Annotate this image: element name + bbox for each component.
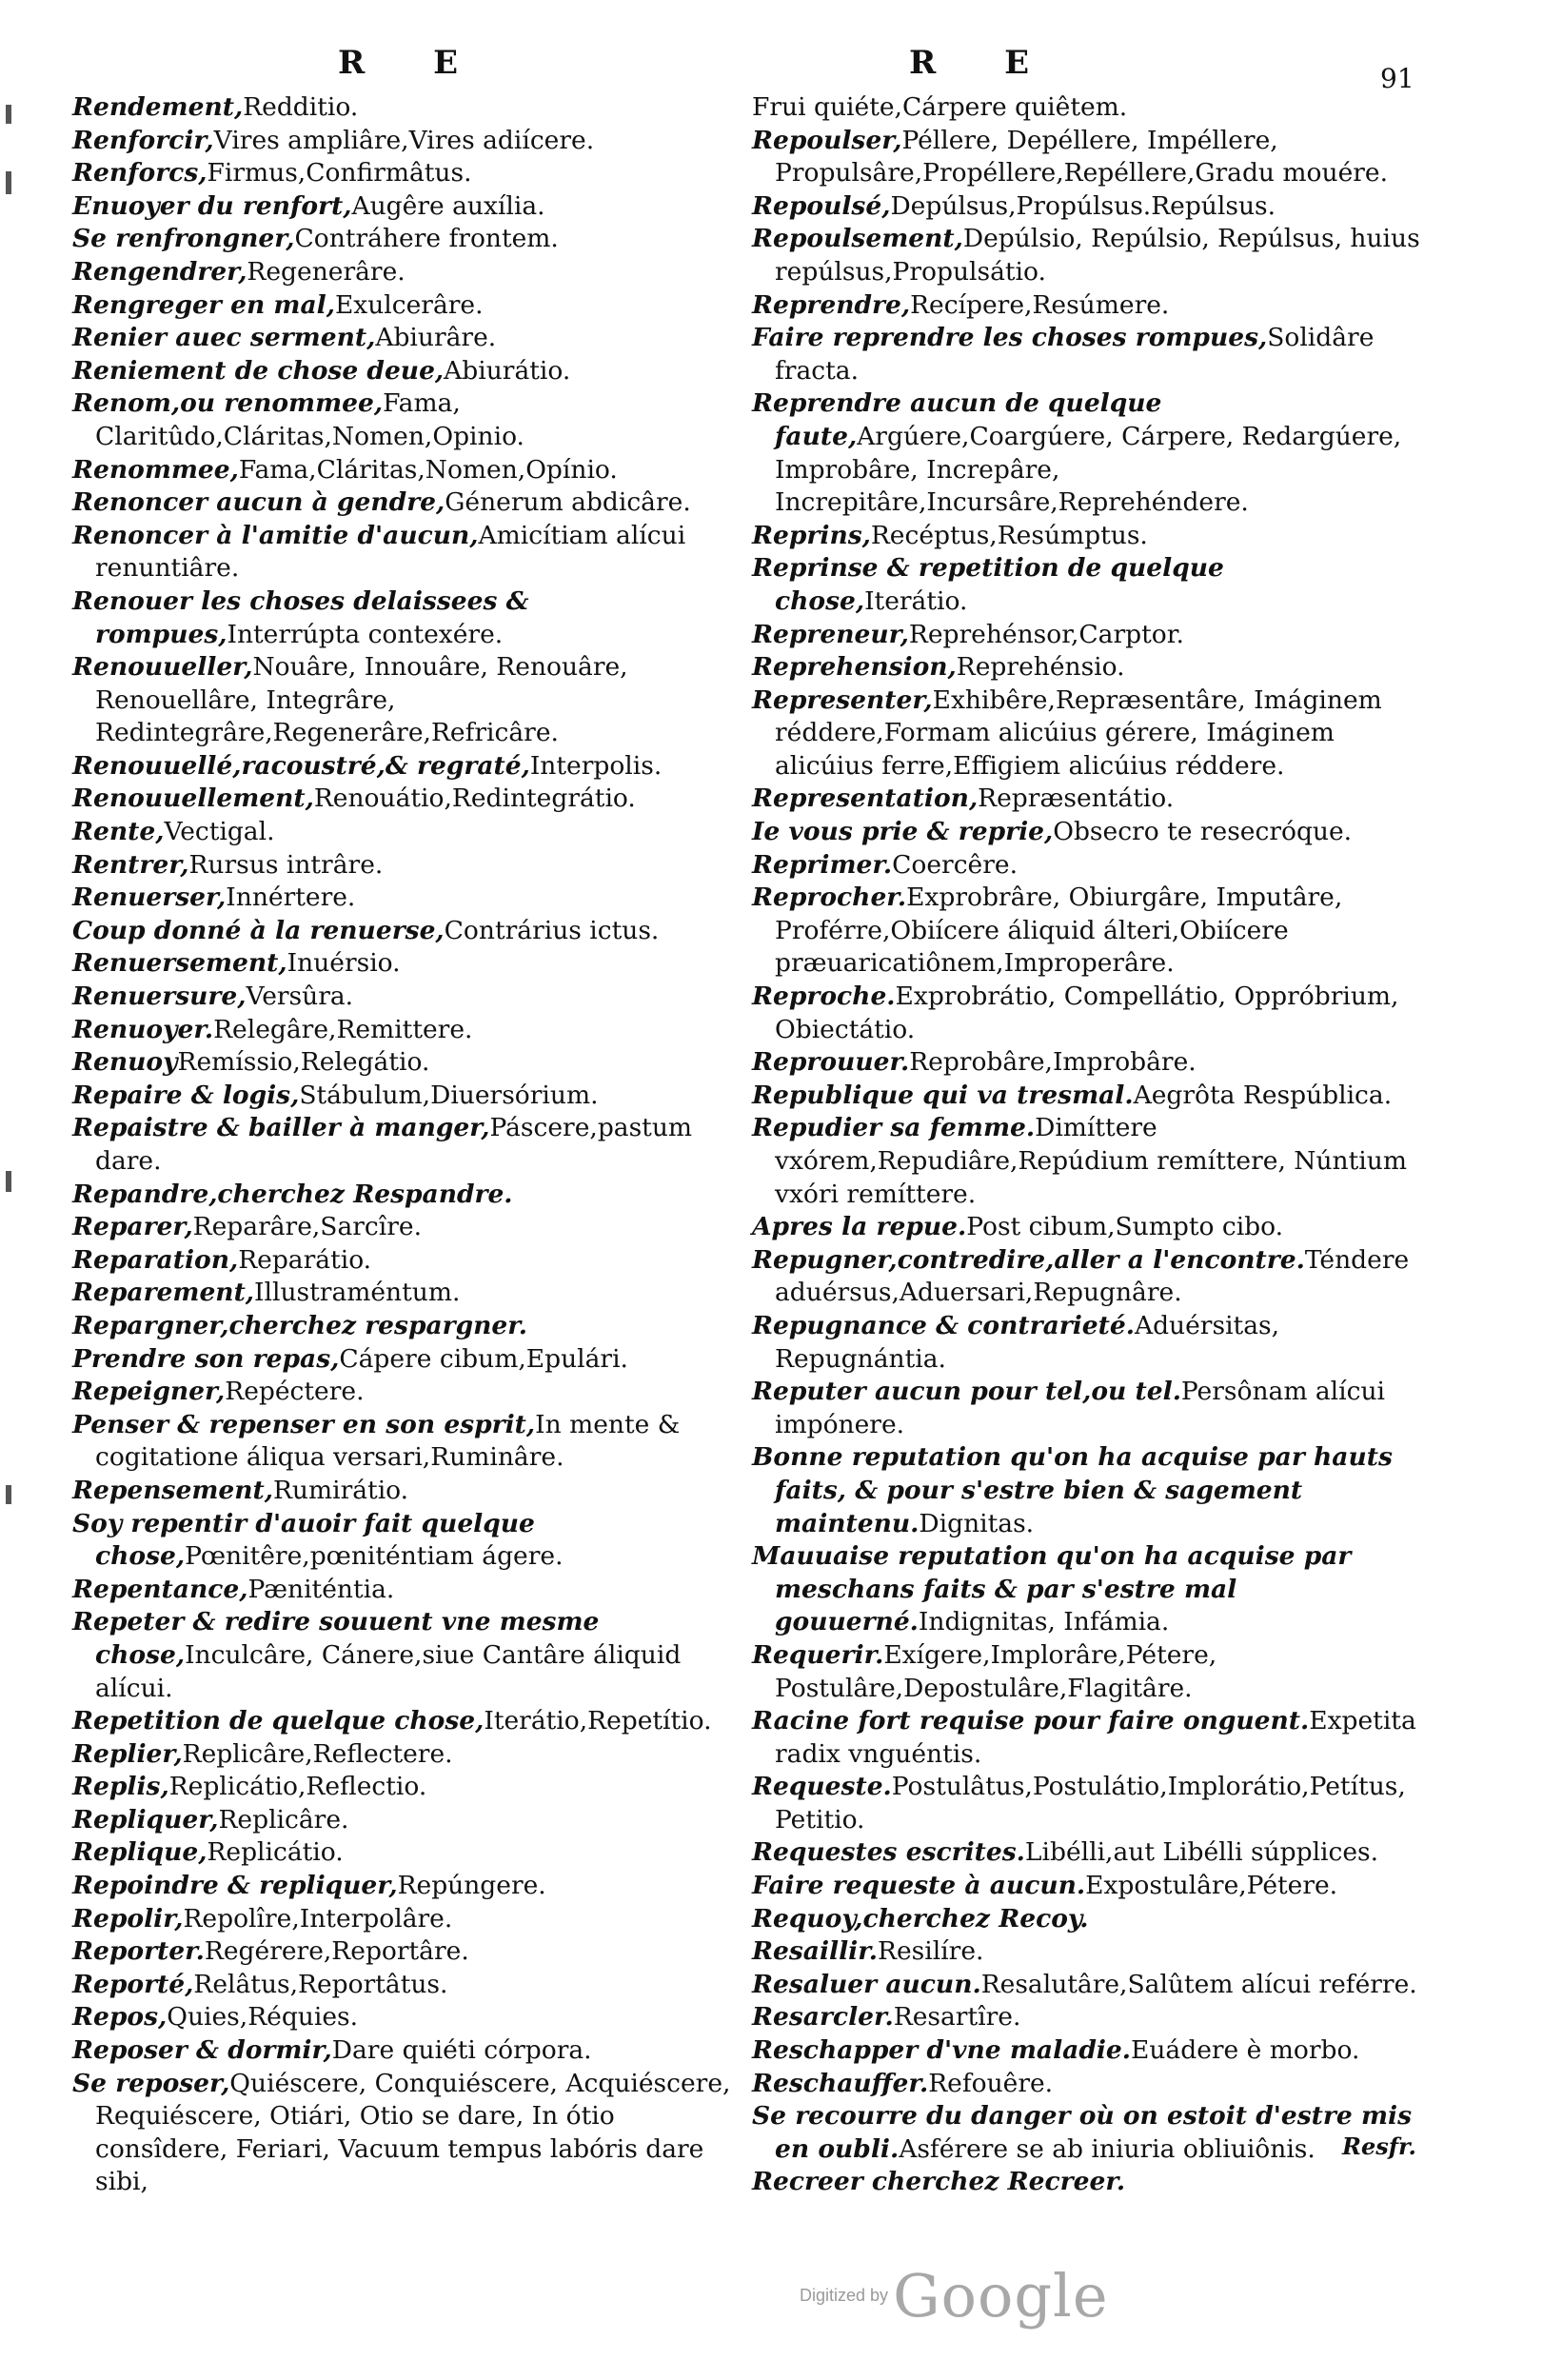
entry-definition: Aegrôta Respública. <box>1133 1080 1393 1110</box>
watermark-prefix: Digitized by <box>800 2286 889 2305</box>
dictionary-entry <box>752 520 1424 553</box>
dictionary-entry <box>72 2034 739 2068</box>
dictionary-entry <box>752 1080 1424 1113</box>
entry-definition: Exhibêre,Repræsentâre, Imáginem réddere,Formam alicúius gérere, Imáginem alicúius ferre,Effigiem alicúius réddere. <box>775 684 1382 781</box>
entry-definition: Replicátio,Reflectio. <box>168 1772 427 1802</box>
entry-headword: Reprocher. <box>752 883 907 913</box>
entry-headword: Soy repentir d'auoir fait quelque chose, <box>72 1508 535 1572</box>
entry-headword: Renouer les choses delaissees & rompues, <box>72 585 529 649</box>
dictionary-entry <box>752 1540 1424 1639</box>
entry-headword: Renuerser, <box>72 883 227 913</box>
entry-headword: Renommee, <box>72 454 239 485</box>
margin-mark <box>6 171 11 194</box>
entry-headword: Reprendre, <box>752 289 911 320</box>
catchword: Resfr. <box>1342 2132 1416 2160</box>
dictionary-entry <box>752 1969 1424 2002</box>
entry-headword: Repaire & logis, <box>72 1080 300 1110</box>
entry-headword: Repliquer, <box>72 1804 219 1835</box>
entry-definition: Solidâre fracta. <box>775 323 1375 386</box>
entry-headword: Rente, <box>72 817 165 847</box>
dictionary-entry <box>752 619 1424 652</box>
entry-headword: Renuersement, <box>72 948 287 979</box>
google-logo: Google <box>893 2261 1109 2330</box>
entry-headword: Renforcs, <box>72 158 208 188</box>
entry-definition: Argúere,Coargúere, Cárpere, Redargúere, Improbâre, Increpâre, Increpitâre,Incursâre,Reprehéndere. <box>775 421 1402 518</box>
dictionary-entry <box>72 1343 739 1377</box>
entry-definition: Refouêre. <box>928 2068 1054 2098</box>
dictionary-entry <box>72 783 739 816</box>
dictionary-entry <box>72 387 739 453</box>
entry-definition: Augêre auxília. <box>351 190 545 221</box>
entry-definition: Stábulum,Diuersórium. <box>299 1080 599 1110</box>
entry-definition: Relegâre,Remittere. <box>213 1014 473 1044</box>
entry-headword: Requoy,cherchez Recoy. <box>752 1903 1089 1934</box>
entry-headword: Renuoyer. <box>72 1014 214 1044</box>
entry-definition: Asférere se ab iniuria obliuiônis. <box>899 2133 1316 2164</box>
entry-headword: Repetition de quelque chose, <box>72 1706 485 1736</box>
entry-headword: Repos, <box>72 2002 168 2033</box>
dictionary-entry <box>752 91 1424 125</box>
entry-definition: Renouátio,Redintegrátio. <box>313 783 636 814</box>
entry-definition: Depúlsio, Repúlsio, Repúlsus, huius repúlsus,Propulsátio. <box>775 224 1420 287</box>
dictionary-entry <box>72 915 739 948</box>
dictionary-entry <box>72 1014 739 1047</box>
dictionary-entry <box>752 223 1424 288</box>
dictionary-entry <box>72 849 739 883</box>
dictionary-entry <box>72 1244 739 1278</box>
entry-headword: Rendement, <box>72 92 244 122</box>
dictionary-entry <box>72 1804 739 1837</box>
dictionary-entry <box>72 157 739 190</box>
entry-headword: Rengreger en mal, <box>72 289 335 320</box>
dictionary-entry <box>72 1836 739 1870</box>
entry-headword: Repoulser, <box>752 125 902 155</box>
entry-definition: Replicâre. <box>218 1804 349 1835</box>
entry-definition: In mente & cogitatione áliqua versari,Ruminâre. <box>95 1409 681 1473</box>
entry-headword: Resarcler. <box>752 2002 894 2033</box>
dictionary-entry <box>72 1935 739 1969</box>
dictionary-entry <box>72 289 739 323</box>
entry-headword: Mauuaise reputation qu'on ha acquise par meschans faits & par s'estre mal gouuerné. <box>752 1541 1352 1637</box>
entry-definition: Dignitas. <box>919 1508 1035 1538</box>
entry-definition: Vires ampliâre,Vires adiícere. <box>213 125 595 155</box>
entry-definition: Exprobrâre, Obiurgâre, Imputâre, Proférre,Obiícere áliquid álteri,Obiícere præuaricatiônem,Improperâre. <box>775 883 1343 979</box>
entry-definition: Reparâre,Sarcîre. <box>192 1212 423 1242</box>
entry-definition: Dimíttere vxórem,Repudiâre,Repúdium remíttere, Núntium vxóri remíttere. <box>775 1113 1407 1209</box>
dictionary-entry <box>72 125 739 158</box>
entry-definition: Relâtus,Reportâtus. <box>193 1969 448 1999</box>
entry-definition: Exprobrátio, Compellátio, Oppróbrium, Obiectátio. <box>775 982 1399 1044</box>
dictionary-entry <box>752 1441 1424 1540</box>
entry-headword: Penser & repenser en son esprit, <box>72 1409 536 1439</box>
dictionary-entry <box>72 1508 739 1574</box>
entry-headword: Se reposer, <box>72 2068 230 2098</box>
entry-headword: Repugner,contredire,aller a l'encontre. <box>752 1244 1305 1275</box>
entry-headword: Faire requeste à aucun. <box>752 1871 1086 1901</box>
dictionary-entry <box>72 1475 739 1508</box>
entry-definition: Inuérsio. <box>287 948 401 979</box>
entry-definition: Páscere,pastum dare. <box>95 1113 693 1176</box>
entry-definition: Recéptus,Resúmptus. <box>870 520 1148 550</box>
dictionary-entry <box>72 190 739 224</box>
dictionary-entry <box>72 1277 739 1310</box>
entry-definition: Exulcerâre. <box>334 289 484 320</box>
entry-definition: Interpolis. <box>529 750 663 781</box>
dictionary-entry <box>72 1870 739 1903</box>
entry-headword: Replis, <box>72 1772 169 1802</box>
dictionary-entry <box>752 981 1424 1046</box>
entry-headword: Rentrer, <box>72 849 189 880</box>
entry-definition: Post cibum,Sumpto cibo. <box>966 1212 1284 1242</box>
entry-headword: Racine fort requise pour faire onguent. <box>752 1706 1310 1736</box>
entry-definition: Rursus intrâre. <box>188 849 384 880</box>
entry-definition: Euádere è morbo. <box>1131 2035 1360 2066</box>
entry-headword: Renouuellement, <box>72 783 314 814</box>
entry-definition: Postulâtus,Postulátio,Implorátio,Petítus, Petitio. <box>775 1772 1406 1835</box>
right-column <box>752 91 1424 2199</box>
entry-headword: Prendre son repas, <box>72 1343 340 1374</box>
entry-definition: Resilíre. <box>878 1936 984 1967</box>
entry-headword: Renuoy <box>72 1047 178 1078</box>
dictionary-entry <box>72 322 739 355</box>
entry-definition: Aduérsitas, Repugnántia. <box>775 1310 1280 1374</box>
entry-headword: Renuersure, <box>72 982 247 1012</box>
dictionary-entry <box>72 1705 739 1738</box>
entry-headword: Faire reprendre les choses rompues, <box>752 323 1268 353</box>
entry-definition: Quiéscere, Conquiéscere, Acquiéscere, Requiéscere, Otiári, Otio se dare, In ótio consîdere, Feriari, Vacuum tempus labóris dare sibi, <box>95 2068 731 2197</box>
entry-definition: Regenerâre. <box>247 256 406 287</box>
entry-definition: Interrúpta contexére. <box>227 619 504 649</box>
entry-headword: Renoncer à l'amitie d'aucun, <box>72 520 479 550</box>
entry-definition: Depúlsus,Propúlsus.Repúlsus. <box>890 190 1276 221</box>
digitized-by-google-watermark <box>800 2261 1109 2330</box>
entry-headword: Se recourre du danger où on estoit d'estre mis en oubli. <box>752 2101 1412 2164</box>
dictionary-entry <box>72 2001 739 2034</box>
entry-definition: Iterátio,Repetítio. <box>484 1706 712 1736</box>
dictionary-entry <box>72 585 739 651</box>
dictionary-entry <box>752 1935 1424 1969</box>
entry-definition: Reprobâre,Improbâre. <box>909 1047 1197 1078</box>
entry-definition: Nouâre, Innouâre, Renouâre, Renouellâre, Integrâre, Redintegrâre,Regenerâre,Refricâre. <box>95 652 628 748</box>
entry-headword: Reputer aucun pour tel,ou tel. <box>752 1377 1181 1407</box>
dictionary-entry <box>752 816 1424 849</box>
dictionary-entry <box>72 520 739 585</box>
entry-definition: Illustraméntum. <box>254 1278 461 1308</box>
entry-headword: Enuoyer du renfort, <box>72 190 352 221</box>
entry-headword: Repeigner, <box>72 1377 226 1407</box>
entry-headword: Recreer cherchez Recreer. <box>752 2167 1126 2197</box>
entry-definition: Exígere,Implorâre,Pétere, Postulâre,Depostulâre,Flagitâre. <box>775 1639 1217 1703</box>
dictionary-entry <box>752 651 1424 684</box>
dictionary-entry <box>752 190 1424 224</box>
entry-definition: Cápere cibum,Epulári. <box>339 1343 628 1374</box>
entry-headword: Reposer & dormir, <box>72 2035 332 2066</box>
dictionary-entry <box>72 486 739 520</box>
entry-headword: Repandre,cherchez Respandre. <box>72 1179 513 1209</box>
entry-headword: Repreneur, <box>752 619 909 649</box>
dictionary-entry <box>72 750 739 783</box>
entry-headword: Se renfrongner, <box>72 224 295 254</box>
entry-definition: Repúngere. <box>397 1871 546 1901</box>
entry-headword: Reproche. <box>752 982 896 1012</box>
dictionary-entry <box>752 2166 1424 2199</box>
entry-headword: Repugnance & contrarieté. <box>752 1310 1135 1340</box>
entry-headword: Renoncer aucun à gendre, <box>72 487 445 518</box>
entry-definition: Pæniténtia. <box>247 1574 395 1604</box>
entry-headword: Repeter & redire souuent vne mesme chose, <box>72 1607 600 1670</box>
entry-definition: Replicátio. <box>207 1837 344 1868</box>
entry-headword: Renouuellé,racoustré,& regraté, <box>72 750 530 781</box>
dictionary-entry <box>72 947 739 981</box>
dictionary-entry <box>752 322 1424 387</box>
entry-headword: Reprinse & repetition de quelque chose, <box>752 553 1224 616</box>
entry-headword: Repaistre & bailler à manger, <box>72 1113 490 1143</box>
entry-definition: Génerum abdicâre. <box>445 487 691 518</box>
entry-definition: Reprehénsor,Carptor. <box>908 619 1184 649</box>
margin-mark <box>6 1171 11 1192</box>
entry-definition: Expostulâre,Pétere. <box>1085 1871 1338 1901</box>
entry-definition: Firmus,Confirmâtus. <box>207 158 472 188</box>
dictionary-entry <box>752 125 1424 190</box>
entry-headword: Reporté, <box>72 1969 194 1999</box>
entry-headword: Repentance, <box>72 1574 248 1604</box>
dictionary-entry <box>72 223 739 256</box>
entry-definition: Amicítiam alícui renuntiâre. <box>95 520 686 584</box>
dictionary-entry <box>752 387 1424 519</box>
entry-definition: Regérere,Reportâre. <box>204 1936 469 1967</box>
running-head-right: R E <box>909 44 1058 82</box>
left-column <box>72 91 739 2199</box>
dictionary-entry <box>72 1112 739 1178</box>
dictionary-entry <box>752 684 1424 783</box>
entry-definition: Contráhere frontem. <box>294 224 559 254</box>
entry-headword: Renforcir, <box>72 125 214 155</box>
entry-definition: Obsecro te resecróque. <box>1053 817 1353 847</box>
dictionary-entry <box>72 1574 739 1607</box>
entry-headword: Reschauffer. <box>752 2068 929 2098</box>
entry-headword: Resaluer aucun. <box>752 1969 981 1999</box>
entry-definition: Dare quiéti córpora. <box>331 2035 592 2066</box>
entry-definition: Coercêre. <box>892 849 1018 880</box>
entry-definition: Péllere, Depéllere, Impéllere, Propulsâre,Propéllere,Repéllere,Gradu mouére. <box>775 125 1389 188</box>
entry-headword: Requeste. <box>752 1772 892 1802</box>
dictionary-entry <box>72 1409 739 1475</box>
entry-headword: Ie vous prie & reprie, <box>752 817 1054 847</box>
entry-headword: Reparement, <box>72 1278 255 1308</box>
entry-headword: Reprins, <box>752 520 871 550</box>
entry-headword: Renier auec serment, <box>72 323 376 353</box>
entry-definition: Reparátio. <box>238 1244 372 1275</box>
dictionary-entry <box>752 882 1424 981</box>
dictionary-entry <box>752 1310 1424 1376</box>
dictionary-entry <box>72 1211 739 1244</box>
dictionary-entry <box>752 1771 1424 1836</box>
dictionary-entry <box>72 1903 739 1936</box>
dictionary-entry <box>72 2068 739 2199</box>
entry-definition: Expetita radix vnguéntis. <box>775 1706 1416 1769</box>
dictionary-entry <box>72 1080 739 1113</box>
margin-mark <box>6 105 11 124</box>
dictionary-entry <box>72 1310 739 1343</box>
dictionary-entry <box>72 454 739 487</box>
entry-definition: Quies,Réquies. <box>167 2002 359 2033</box>
entry-headword: Reniement de chose deue, <box>72 355 445 386</box>
entry-definition: Repéctere. <box>225 1377 365 1407</box>
entry-headword: Reparer, <box>72 1212 193 1242</box>
dictionary-entry <box>72 1969 739 2002</box>
entry-headword: Renouueller, <box>72 652 253 683</box>
entry-definition: Inculcâre, Cánere,siue Cantâre áliquid alícui. <box>95 1639 682 1703</box>
dictionary-entry <box>72 1771 739 1804</box>
entry-headword: Repoulsement, <box>752 224 963 254</box>
entry-headword: Republique qui va tresmal. <box>752 1080 1134 1110</box>
entry-headword: Representer, <box>752 684 933 715</box>
dictionary-entry <box>752 1639 1424 1705</box>
entry-definition: Repræsentátio. <box>978 783 1175 814</box>
entry-definition: Recípere,Resúmere. <box>910 289 1170 320</box>
entry-headword: Repargner,cherchez respargner. <box>72 1310 528 1340</box>
dictionary-entry <box>752 552 1424 618</box>
entry-headword: Rengendrer, <box>72 256 247 287</box>
dictionary-entry <box>752 1244 1424 1310</box>
dictionary-entry <box>752 2100 1424 2166</box>
entry-headword: Reparation, <box>72 1244 239 1275</box>
entry-headword: Repensement, <box>72 1475 273 1505</box>
dictionary-entry <box>752 1112 1424 1211</box>
entry-headword: Reschapper d'vne maladie. <box>752 2035 1132 2066</box>
dictionary-entry <box>752 1211 1424 1244</box>
entry-definition: Vectigal. <box>164 817 275 847</box>
dictionary-entry <box>752 783 1424 816</box>
entry-headword: Reprouuer. <box>752 1047 910 1078</box>
entry-headword: Repoindre & repliquer, <box>72 1871 398 1901</box>
entry-headword: Requerir. <box>752 1639 884 1670</box>
entry-headword: Resaillir. <box>752 1936 878 1967</box>
dictionary-entry <box>72 1046 739 1080</box>
dictionary-entry <box>752 1046 1424 1080</box>
dictionary-entry <box>72 91 739 125</box>
entry-definition: Rumirátio. <box>272 1475 409 1505</box>
entry-definition: Iterátio. <box>864 585 968 616</box>
entry-headword: Reprimer. <box>752 849 893 880</box>
dictionary-entry <box>72 1376 739 1409</box>
dictionary-entry <box>752 1870 1424 1903</box>
dictionary-entry <box>72 981 739 1014</box>
entry-headword: Reprendre aucun de quelque faute, <box>752 388 1162 451</box>
dictionary-entry <box>72 1738 739 1772</box>
entry-headword: Repoulsé, <box>752 190 891 221</box>
running-head-left: R E <box>338 44 487 82</box>
entry-definition: Abiurátio. <box>444 355 571 386</box>
entry-definition: Remíssio,Relegátio. <box>177 1047 430 1078</box>
entry-definition: Resalutâre,Salûtem alícui reférre. <box>980 1969 1417 1999</box>
dictionary-entry <box>72 355 739 388</box>
dictionary-entry <box>752 2001 1424 2034</box>
entry-headword: Representation, <box>752 783 979 814</box>
entry-definition: Pœnitêre,pœniténtiam ágere. <box>185 1541 564 1572</box>
entry-definition: Innértere. <box>226 883 356 913</box>
entry-definition: Fama,Cláritas,Nomen,Opínio. <box>238 454 618 485</box>
dictionary-entry <box>72 1179 739 1212</box>
entry-definition: Reprehénsio. <box>956 652 1125 683</box>
dictionary-entry <box>72 882 739 915</box>
entry-headword: Reporter. <box>72 1936 205 1967</box>
entry-headword: Bonne reputation qu'on ha acquise par hauts faits, & pour s'estre bien & sagement maintenu. <box>752 1442 1393 1538</box>
entry-headword: Replier, <box>72 1738 183 1769</box>
dictionary-entry <box>752 1705 1424 1771</box>
entry-definition: Repolîre,Interpolâre. <box>183 1903 453 1934</box>
entry-definition: Indignitas, Infámia. <box>918 1607 1170 1637</box>
dictionary-entry <box>752 1903 1424 1936</box>
entry-headword: Replique, <box>72 1837 208 1868</box>
entry-definition: Versûra. <box>246 982 354 1012</box>
dictionary-entry <box>72 256 739 289</box>
entry-definition: Téndere aduérsus,Aduersari,Repugnâre. <box>775 1244 1410 1308</box>
entry-headword: Repudier sa femme. <box>752 1113 1036 1143</box>
entry-definition: Frui quiéte,Cárpere quiêtem. <box>752 92 1128 122</box>
entry-definition: Redditio. <box>243 92 359 122</box>
entry-headword: Apres la repue. <box>752 1212 967 1242</box>
dictionary-entry <box>752 849 1424 883</box>
dictionary-entry <box>752 2034 1424 2068</box>
entry-headword: Renom,ou renommee, <box>72 388 384 419</box>
entry-headword: Requestes escrites. <box>752 1837 1025 1868</box>
dictionary-entry <box>752 289 1424 323</box>
entry-definition: Replicâre,Reflectere. <box>182 1738 453 1769</box>
margin-mark <box>6 1485 11 1504</box>
dictionary-entry <box>752 1836 1424 1870</box>
dictionary-entry <box>752 2068 1424 2101</box>
dictionary-entry <box>72 816 739 849</box>
entry-headword: Repolir, <box>72 1903 184 1934</box>
entry-definition: Resartîre. <box>893 2002 1021 2033</box>
dictionary-entry <box>752 1376 1424 1441</box>
entry-definition: Fama, Claritûdo,Cláritas,Nomen,Opinio. <box>95 388 524 451</box>
dictionary-entry <box>72 651 739 750</box>
entry-headword: Reprehension, <box>752 652 957 683</box>
entry-definition: Persônam alícui impónere. <box>775 1377 1386 1439</box>
dictionary-entry <box>72 1606 739 1705</box>
entry-definition: Abiurâre. <box>375 323 497 353</box>
entry-definition: Contrárius ictus. <box>444 915 660 945</box>
entry-headword: Coup donné à la renuerse, <box>72 915 445 945</box>
entry-definition: Libélli,aut Libélli súpplices. <box>1024 1837 1379 1868</box>
page-number: 91 <box>1380 63 1414 94</box>
